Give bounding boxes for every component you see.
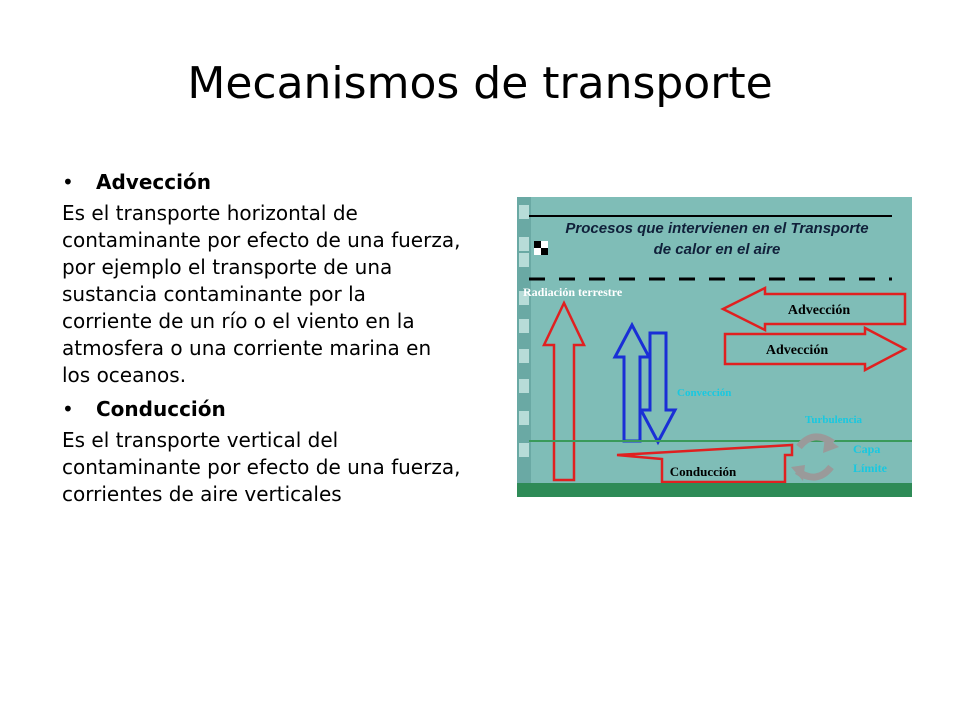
paragraph-conduccion: Es el transporte vertical del contaminante por efecto de una fuerza, corrientes de aire verticales <box>62 428 461 506</box>
label-conveccion: Convección <box>677 387 732 399</box>
bullet-dot: • <box>62 170 74 194</box>
ground-strip <box>517 483 912 497</box>
diagram-title-line1: Procesos que intervienen en el Transporte <box>565 220 869 237</box>
left-strip <box>517 197 531 497</box>
paragraph-adveccion: Es el transporte horizontal de contaminante por efecto de una fuerza, por ejemplo el transporte de una sustancia contaminante por la corriente de un río o el viento en la atmosfera o una corriente marina en los oceanos. <box>62 201 461 387</box>
bullet-content <box>62 170 462 516</box>
diagram-title-line2: de calor en el aire <box>653 241 781 258</box>
transport-diagram <box>517 197 912 497</box>
bullet-conduccion <box>62 397 462 421</box>
label-conduccion: Conducción <box>669 464 737 479</box>
bullet-heading-conduccion: Conducción <box>96 397 226 421</box>
label-turbulencia: Turbulencia <box>805 414 863 426</box>
label-adveccion-left: Advección <box>787 303 851 318</box>
bullet-adveccion <box>62 170 462 194</box>
label-radiacion: Radiación terrestre <box>523 285 623 299</box>
bullet-heading-adveccion: Advección <box>96 170 211 194</box>
bullet-dot: • <box>62 397 74 421</box>
slide-title: Mecanismos de transporte <box>187 58 773 109</box>
label-capa: Capa <box>853 442 881 456</box>
checker-icon <box>534 241 548 255</box>
label-adveccion-right: Advección <box>765 343 829 358</box>
diagram-svg <box>517 197 912 497</box>
label-limite: Límite <box>853 461 887 475</box>
